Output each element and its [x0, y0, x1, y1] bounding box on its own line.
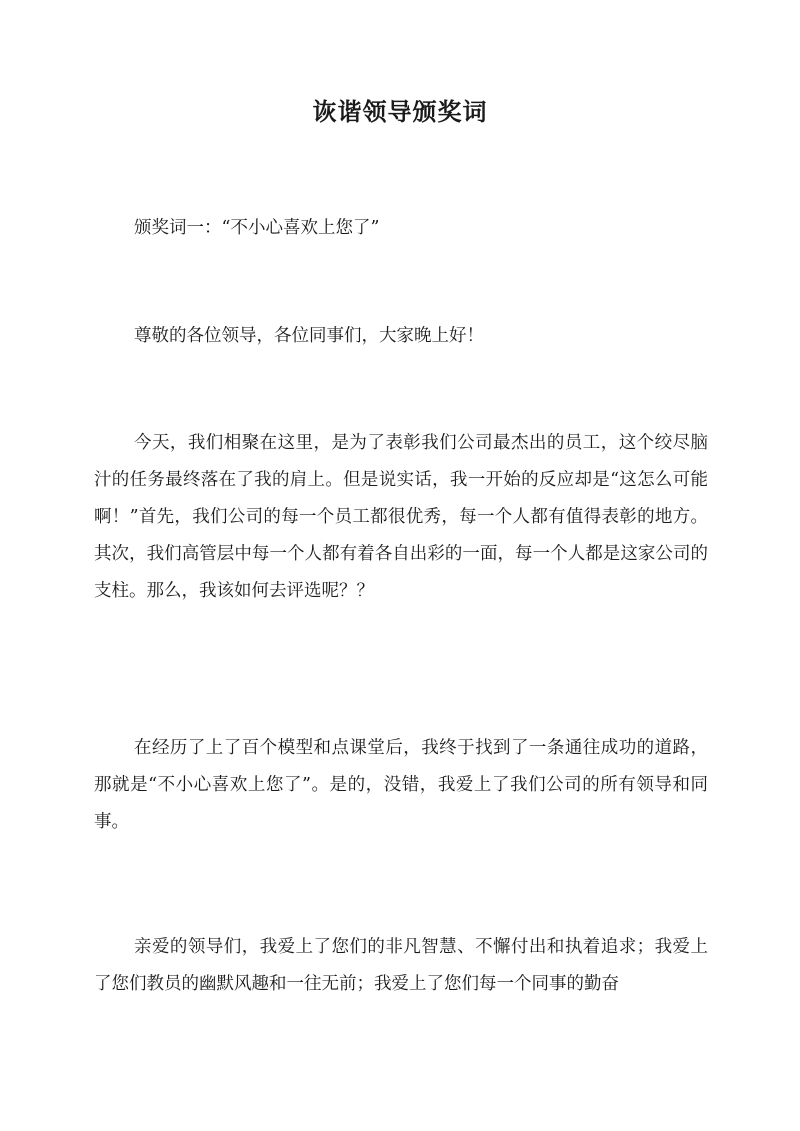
- award-speech-heading: 颁奖词一：“不小心喜欢上您了”: [134, 218, 380, 238]
- body-paragraph-discovery: 在经历了上了百个模型和点课堂后，我终于找到了一条通往成功的道路，那就是“不小心喜欢上您了”。是的，没错，我爱上了我们公司的所有领导和同事。: [94, 738, 708, 832]
- body-paragraph-leaders: 亲爱的领导们，我爱上了您们的非凡智慧、不懈付出和执着追求；我爱上了您们教员的幽默风趣和一往无前；我爱上了您们每一个同事的勤奋: [94, 937, 708, 994]
- greeting-paragraph: 尊敬的各位领导，各位同事们，大家晚上好！: [134, 326, 484, 346]
- body-paragraph-intro: 今天，我们相聚在这里，是为了表彰我们公司最杰出的员工，这个绞尽脑汁的任务最终落在了我的肩上。但是说实话，我一开始的反应却是“这怎么可能啊！”首先，我们公司的每一个员工都很优秀，每一个人都有值得表彰的地方。其次，我们高管层中每一个人都有着各自出彩的一面，每一个人都是这家公司的支柱。那么，我该如何去评选呢？？: [94, 433, 708, 601]
- document-title: 诙谐领导颁奖词: [312, 97, 488, 126]
